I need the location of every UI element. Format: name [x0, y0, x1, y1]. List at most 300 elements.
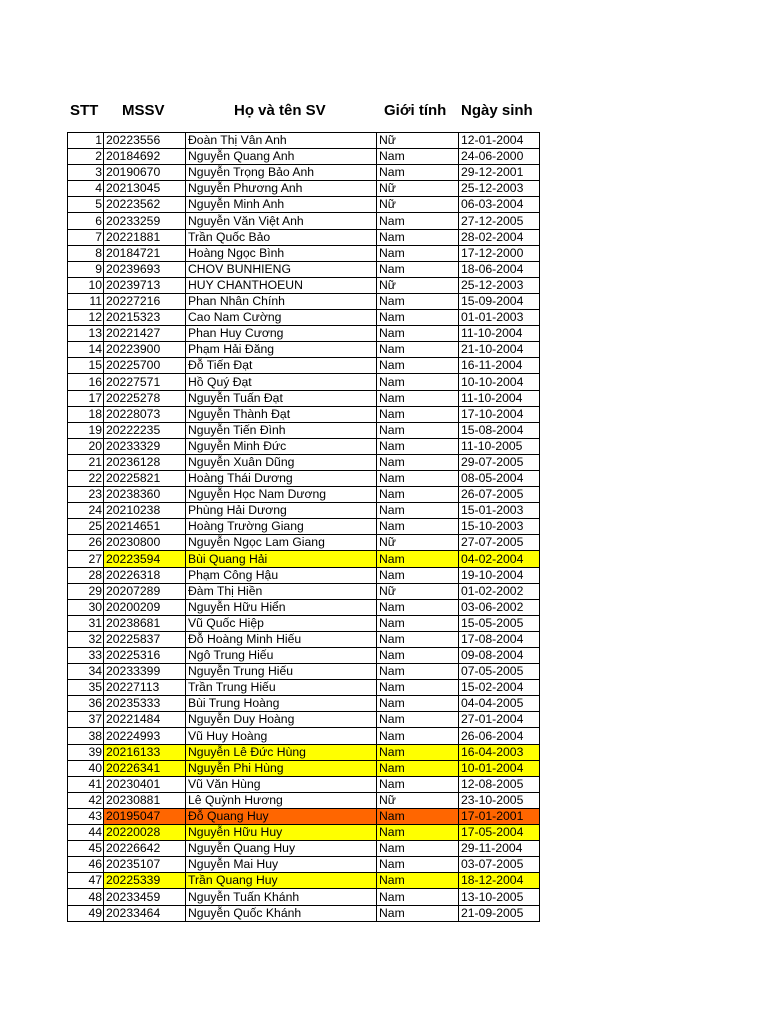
cell-stt[interactable]: 37 — [68, 712, 104, 728]
cell-stt[interactable]: 43 — [68, 808, 104, 824]
cell-name[interactable]: Bùi Quang Hải — [186, 551, 377, 567]
cell-dob[interactable]: 03-07-2005 — [459, 857, 540, 873]
cell-sex[interactable]: Nam — [377, 519, 459, 535]
cell-mssv[interactable]: 20233399 — [104, 664, 186, 680]
cell-name[interactable]: Trần Trung Hiếu — [186, 680, 377, 696]
cell-dob[interactable]: 29-12-2001 — [459, 165, 540, 181]
cell-sex[interactable]: Nam — [377, 712, 459, 728]
cell-stt[interactable]: 26 — [68, 535, 104, 551]
cell-stt[interactable]: 35 — [68, 680, 104, 696]
cell-sex[interactable]: Nam — [377, 310, 459, 326]
cell-dob[interactable]: 12-01-2004 — [459, 133, 540, 149]
cell-dob[interactable]: 18-12-2004 — [459, 873, 540, 889]
table-row — [68, 567, 540, 583]
cell-sex[interactable]: Nữ — [377, 197, 459, 213]
cell-dob[interactable]: 10-10-2004 — [459, 374, 540, 390]
table-row — [68, 390, 540, 406]
table-row — [68, 744, 540, 760]
cell-sex[interactable]: Nam — [377, 615, 459, 631]
cell-name[interactable]: Nguyễn Lê Đức Hùng — [186, 744, 377, 760]
cell-name[interactable]: Vũ Văn Hùng — [186, 776, 377, 792]
cell-name[interactable]: HUY CHANTHOEUN — [186, 277, 377, 293]
cell-mssv[interactable]: 20215323 — [104, 310, 186, 326]
cell-name[interactable]: Nguyễn Minh Anh — [186, 197, 377, 213]
cell-stt[interactable]: 39 — [68, 744, 104, 760]
table-row — [68, 712, 540, 728]
table-row — [68, 760, 540, 776]
table-row — [68, 326, 540, 342]
header-mssv: MSSV — [122, 102, 165, 119]
table-row — [68, 245, 540, 261]
cell-mssv[interactable]: 20207289 — [104, 583, 186, 599]
cell-name[interactable]: Nguyễn Quang Anh — [186, 149, 377, 165]
cell-name[interactable]: Trần Quang Huy — [186, 873, 377, 889]
cell-stt[interactable]: 20 — [68, 438, 104, 454]
cell-name[interactable]: Phạm Hải Đăng — [186, 342, 377, 358]
cell-dob[interactable]: 25-12-2003 — [459, 277, 540, 293]
cell-sex[interactable]: Nữ — [377, 133, 459, 149]
cell-mssv[interactable]: 20225837 — [104, 631, 186, 647]
cell-name[interactable]: Đỗ Quang Huy — [186, 808, 377, 824]
cell-stt[interactable]: 48 — [68, 889, 104, 905]
column-header-row — [0, 102, 768, 124]
cell-dob[interactable]: 16-11-2004 — [459, 358, 540, 374]
cell-name[interactable]: Nguyễn Hữu Hiển — [186, 599, 377, 615]
cell-name[interactable]: Nguyễn Trọng Bảo Anh — [186, 165, 377, 181]
cell-dob[interactable]: 16-04-2003 — [459, 744, 540, 760]
cell-name[interactable]: Hồ Quý Đạt — [186, 374, 377, 390]
cell-stt[interactable]: 5 — [68, 197, 104, 213]
table-row — [68, 664, 540, 680]
cell-stt[interactable]: 12 — [68, 310, 104, 326]
cell-dob[interactable]: 17-08-2004 — [459, 631, 540, 647]
cell-dob[interactable]: 29-11-2004 — [459, 841, 540, 857]
cell-sex[interactable]: Nam — [377, 728, 459, 744]
cell-sex[interactable]: Nam — [377, 841, 459, 857]
cell-name[interactable]: Đỗ Hoàng Minh Hiếu — [186, 631, 377, 647]
cell-stt[interactable]: 17 — [68, 390, 104, 406]
cell-name[interactable]: Phùng Hải Dương — [186, 503, 377, 519]
cell-sex[interactable]: Nữ — [377, 181, 459, 197]
cell-sex[interactable]: Nam — [377, 873, 459, 889]
table-row — [68, 406, 540, 422]
cell-name[interactable]: Nguyễn Xuân Dũng — [186, 454, 377, 470]
table-row — [68, 149, 540, 165]
cell-stt[interactable]: 15 — [68, 358, 104, 374]
cell-stt[interactable]: 36 — [68, 696, 104, 712]
table-row — [68, 197, 540, 213]
table-row — [68, 857, 540, 873]
cell-name[interactable]: Hoàng Trường Giang — [186, 519, 377, 535]
cell-dob[interactable]: 04-02-2004 — [459, 551, 540, 567]
cell-dob[interactable]: 04-04-2005 — [459, 696, 540, 712]
cell-stt[interactable]: 29 — [68, 583, 104, 599]
cell-sex[interactable]: Nam — [377, 664, 459, 680]
table-row — [68, 615, 540, 631]
cell-mssv[interactable]: 20225278 — [104, 390, 186, 406]
cell-mssv[interactable]: 20227113 — [104, 680, 186, 696]
table-row — [68, 873, 540, 889]
cell-mssv[interactable]: 20233459 — [104, 889, 186, 905]
student-table-body — [68, 133, 540, 922]
cell-mssv[interactable]: 20184692 — [104, 149, 186, 165]
cell-sex[interactable]: Nam — [377, 438, 459, 454]
cell-mssv[interactable]: 20233259 — [104, 213, 186, 229]
table-row — [68, 631, 540, 647]
cell-mssv[interactable]: 20227216 — [104, 293, 186, 309]
cell-name[interactable]: Nguyễn Tuấn Đạt — [186, 390, 377, 406]
cell-sex[interactable]: Nam — [377, 229, 459, 245]
cell-stt[interactable]: 41 — [68, 776, 104, 792]
cell-sex[interactable]: Nam — [377, 293, 459, 309]
cell-dob[interactable]: 09-08-2004 — [459, 648, 540, 664]
table-row — [68, 213, 540, 229]
cell-mssv[interactable]: 20230401 — [104, 776, 186, 792]
cell-mssv[interactable]: 20239713 — [104, 277, 186, 293]
cell-sex[interactable]: Nam — [377, 905, 459, 921]
cell-stt[interactable]: 49 — [68, 905, 104, 921]
cell-mssv[interactable]: 20235333 — [104, 696, 186, 712]
cell-dob[interactable]: 21-09-2005 — [459, 905, 540, 921]
cell-mssv[interactable]: 20225700 — [104, 358, 186, 374]
cell-stt[interactable]: 31 — [68, 615, 104, 631]
cell-mssv[interactable]: 20239693 — [104, 261, 186, 277]
cell-stt[interactable]: 34 — [68, 664, 104, 680]
cell-stt[interactable]: 38 — [68, 728, 104, 744]
cell-mssv[interactable]: 20221484 — [104, 712, 186, 728]
cell-dob[interactable]: 23-10-2005 — [459, 792, 540, 808]
student-table — [67, 132, 540, 922]
cell-stt[interactable]: 4 — [68, 181, 104, 197]
cell-stt[interactable]: 18 — [68, 406, 104, 422]
cell-mssv[interactable]: 20223556 — [104, 133, 186, 149]
cell-dob[interactable]: 03-06-2002 — [459, 599, 540, 615]
table-row — [68, 551, 540, 567]
table-row — [68, 181, 540, 197]
cell-stt[interactable]: 45 — [68, 841, 104, 857]
table-row — [68, 470, 540, 486]
cell-stt[interactable]: 30 — [68, 599, 104, 615]
cell-sex[interactable]: Nam — [377, 631, 459, 647]
cell-mssv[interactable]: 20235107 — [104, 857, 186, 873]
cell-dob[interactable]: 27-01-2004 — [459, 712, 540, 728]
cell-name[interactable]: Nguyễn Quang Huy — [186, 841, 377, 857]
cell-sex[interactable]: Nam — [377, 599, 459, 615]
cell-sex[interactable]: Nam — [377, 261, 459, 277]
cell-name[interactable]: Nguyễn Học Nam Dương — [186, 487, 377, 503]
cell-name[interactable]: Đỗ Tiến Đạt — [186, 358, 377, 374]
cell-name[interactable]: Vũ Huy Hoàng — [186, 728, 377, 744]
cell-name[interactable]: Trần Quốc Bảo — [186, 229, 377, 245]
cell-name[interactable]: Phạm Công Hậu — [186, 567, 377, 583]
cell-stt[interactable]: 13 — [68, 326, 104, 342]
cell-sex[interactable]: Nam — [377, 825, 459, 841]
cell-dob[interactable]: 11-10-2004 — [459, 326, 540, 342]
cell-dob[interactable]: 17-01-2001 — [459, 808, 540, 824]
table-row — [68, 293, 540, 309]
cell-name[interactable]: Nguyễn Tiến Đình — [186, 422, 377, 438]
cell-stt[interactable]: 32 — [68, 631, 104, 647]
cell-sex[interactable]: Nam — [377, 776, 459, 792]
cell-dob[interactable]: 17-05-2004 — [459, 825, 540, 841]
cell-name[interactable]: Ngô Trung Hiếu — [186, 648, 377, 664]
cell-stt[interactable]: 21 — [68, 454, 104, 470]
cell-mssv[interactable]: 20216133 — [104, 744, 186, 760]
table-row — [68, 519, 540, 535]
cell-sex[interactable]: Nam — [377, 648, 459, 664]
table-row — [68, 229, 540, 245]
cell-stt[interactable]: 22 — [68, 470, 104, 486]
table-row — [68, 696, 540, 712]
cell-sex[interactable]: Nữ — [377, 792, 459, 808]
cell-dob[interactable]: 01-01-2003 — [459, 310, 540, 326]
cell-sex[interactable]: Nam — [377, 358, 459, 374]
cell-name[interactable]: Lê Quỳnh Hương — [186, 792, 377, 808]
cell-stt[interactable]: 44 — [68, 825, 104, 841]
cell-name[interactable]: Nguyễn Quốc Khánh — [186, 905, 377, 921]
table-row — [68, 310, 540, 326]
cell-dob[interactable]: 24-06-2000 — [459, 149, 540, 165]
cell-sex[interactable]: Nam — [377, 567, 459, 583]
table-row — [68, 261, 540, 277]
cell-name[interactable]: Đoàn Thị Vân Anh — [186, 133, 377, 149]
cell-name[interactable]: Nguyễn Minh Đức — [186, 438, 377, 454]
cell-stt[interactable]: 11 — [68, 293, 104, 309]
cell-name[interactable]: CHOV BUNHIENG — [186, 261, 377, 277]
cell-sex[interactable]: Nam — [377, 406, 459, 422]
cell-mssv[interactable]: 20220028 — [104, 825, 186, 841]
cell-sex[interactable]: Nam — [377, 551, 459, 567]
cell-mssv[interactable]: 20227571 — [104, 374, 186, 390]
cell-mssv[interactable]: 20226341 — [104, 760, 186, 776]
table-row — [68, 535, 540, 551]
cell-sex[interactable]: Nam — [377, 374, 459, 390]
table-row — [68, 422, 540, 438]
cell-sex[interactable]: Nam — [377, 422, 459, 438]
cell-name[interactable]: Hoàng Thái Dương — [186, 470, 377, 486]
cell-name[interactable]: Nguyễn Trung Hiếu — [186, 664, 377, 680]
cell-sex[interactable]: Nam — [377, 342, 459, 358]
cell-sex[interactable]: Nam — [377, 503, 459, 519]
cell-sex[interactable]: Nữ — [377, 583, 459, 599]
cell-stt[interactable]: 9 — [68, 261, 104, 277]
cell-sex[interactable]: Nam — [377, 213, 459, 229]
cell-sex[interactable]: Nam — [377, 680, 459, 696]
cell-name[interactable]: Nguyễn Tuấn Khánh — [186, 889, 377, 905]
table-row — [68, 277, 540, 293]
cell-sex[interactable]: Nam — [377, 889, 459, 905]
cell-mssv[interactable]: 20226642 — [104, 841, 186, 857]
cell-stt[interactable]: 1 — [68, 133, 104, 149]
cell-stt[interactable]: 40 — [68, 760, 104, 776]
cell-mssv[interactable]: 20221881 — [104, 229, 186, 245]
cell-sex[interactable]: Nam — [377, 808, 459, 824]
cell-mssv[interactable]: 20222235 — [104, 422, 186, 438]
cell-dob[interactable]: 15-10-2003 — [459, 519, 540, 535]
header-dob: Ngày sinh — [461, 102, 533, 119]
cell-name[interactable]: Hoàng Ngọc Bình — [186, 245, 377, 261]
cell-dob[interactable]: 18-06-2004 — [459, 261, 540, 277]
cell-stt[interactable]: 46 — [68, 857, 104, 873]
cell-dob[interactable]: 25-12-2003 — [459, 181, 540, 197]
cell-name[interactable]: Nguyễn Thành Đạt — [186, 406, 377, 422]
table-row — [68, 825, 540, 841]
cell-stt[interactable]: 25 — [68, 519, 104, 535]
cell-dob[interactable]: 17-10-2004 — [459, 406, 540, 422]
cell-dob[interactable]: 07-05-2005 — [459, 664, 540, 680]
cell-mssv[interactable]: 20225821 — [104, 470, 186, 486]
table-row — [68, 503, 540, 519]
cell-dob[interactable]: 27-12-2005 — [459, 213, 540, 229]
cell-name[interactable]: Đàm Thị Hiền — [186, 583, 377, 599]
cell-mssv[interactable]: 20190670 — [104, 165, 186, 181]
table-row — [68, 438, 540, 454]
cell-name[interactable]: Vũ Quốc Hiệp — [186, 615, 377, 631]
cell-name[interactable]: Nguyễn Hữu Huy — [186, 825, 377, 841]
cell-dob[interactable]: 12-08-2005 — [459, 776, 540, 792]
cell-dob[interactable]: 11-10-2005 — [459, 438, 540, 454]
cell-stt[interactable]: 42 — [68, 792, 104, 808]
cell-mssv[interactable]: 20221427 — [104, 326, 186, 342]
cell-sex[interactable]: Nam — [377, 390, 459, 406]
cell-mssv[interactable]: 20236128 — [104, 454, 186, 470]
cell-dob[interactable]: 11-10-2004 — [459, 390, 540, 406]
cell-name[interactable]: Phan Huy Cương — [186, 326, 377, 342]
cell-mssv[interactable]: 20225316 — [104, 648, 186, 664]
cell-sex[interactable]: Nam — [377, 470, 459, 486]
cell-stt[interactable]: 7 — [68, 229, 104, 245]
cell-stt[interactable]: 23 — [68, 487, 104, 503]
table-row — [68, 454, 540, 470]
table-row — [68, 841, 540, 857]
cell-mssv[interactable]: 20230800 — [104, 535, 186, 551]
cell-mssv[interactable]: 20223900 — [104, 342, 186, 358]
cell-name[interactable]: Nguyễn Duy Hoàng — [186, 712, 377, 728]
cell-name[interactable]: Nguyễn Phi Hùng — [186, 760, 377, 776]
cell-dob[interactable]: 01-02-2002 — [459, 583, 540, 599]
cell-sex[interactable]: Nam — [377, 326, 459, 342]
cell-stt[interactable]: 3 — [68, 165, 104, 181]
cell-dob[interactable]: 06-03-2004 — [459, 197, 540, 213]
cell-mssv[interactable]: 20228073 — [104, 406, 186, 422]
cell-dob[interactable]: 15-02-2004 — [459, 680, 540, 696]
cell-stt[interactable]: 27 — [68, 551, 104, 567]
cell-sex[interactable]: Nam — [377, 760, 459, 776]
cell-mssv[interactable]: 20195047 — [104, 808, 186, 824]
cell-sex[interactable]: Nam — [377, 487, 459, 503]
cell-mssv[interactable]: 20213045 — [104, 181, 186, 197]
cell-stt[interactable]: 16 — [68, 374, 104, 390]
table-row — [68, 776, 540, 792]
cell-dob[interactable]: 13-10-2005 — [459, 889, 540, 905]
cell-mssv[interactable]: 20230881 — [104, 792, 186, 808]
cell-sex[interactable]: Nam — [377, 245, 459, 261]
cell-mssv[interactable]: 20233329 — [104, 438, 186, 454]
cell-mssv[interactable]: 20238681 — [104, 615, 186, 631]
cell-sex[interactable]: Nam — [377, 454, 459, 470]
table-row — [68, 905, 540, 921]
cell-mssv[interactable]: 20200209 — [104, 599, 186, 615]
cell-mssv[interactable]: 20223562 — [104, 197, 186, 213]
cell-stt[interactable]: 28 — [68, 567, 104, 583]
cell-dob[interactable]: 10-01-2004 — [459, 760, 540, 776]
cell-sex[interactable]: Nữ — [377, 535, 459, 551]
cell-name[interactable]: Nguyễn Ngọc Lam Giang — [186, 535, 377, 551]
cell-dob[interactable]: 27-07-2005 — [459, 535, 540, 551]
table-row — [68, 358, 540, 374]
table-row — [68, 680, 540, 696]
cell-name[interactable]: Cao Nam Cường — [186, 310, 377, 326]
cell-stt[interactable]: 6 — [68, 213, 104, 229]
table-row — [68, 599, 540, 615]
cell-dob[interactable]: 15-05-2005 — [459, 615, 540, 631]
cell-mssv[interactable]: 20226318 — [104, 567, 186, 583]
cell-stt[interactable]: 2 — [68, 149, 104, 165]
table-row — [68, 342, 540, 358]
cell-mssv[interactable]: 20225339 — [104, 873, 186, 889]
cell-name[interactable]: Nguyễn Mai Huy — [186, 857, 377, 873]
cell-dob[interactable]: 28-02-2004 — [459, 229, 540, 245]
table-row — [68, 889, 540, 905]
cell-stt[interactable]: 19 — [68, 422, 104, 438]
cell-dob[interactable]: 15-08-2004 — [459, 422, 540, 438]
table-row — [68, 487, 540, 503]
cell-mssv[interactable]: 20214651 — [104, 519, 186, 535]
cell-stt[interactable]: 47 — [68, 873, 104, 889]
cell-mssv[interactable]: 20184721 — [104, 245, 186, 261]
cell-dob[interactable]: 08-05-2004 — [459, 470, 540, 486]
cell-sex[interactable]: Nam — [377, 165, 459, 181]
table-row — [68, 374, 540, 390]
cell-stt[interactable]: 33 — [68, 648, 104, 664]
cell-sex[interactable]: Nam — [377, 744, 459, 760]
table-row — [68, 808, 540, 824]
cell-sex[interactable]: Nữ — [377, 277, 459, 293]
cell-dob[interactable]: 17-12-2000 — [459, 245, 540, 261]
header-sex: Giới tính — [384, 102, 447, 119]
cell-dob[interactable]: 19-10-2004 — [459, 567, 540, 583]
cell-name[interactable]: Bùi Trung Hoàng — [186, 696, 377, 712]
cell-dob[interactable]: 15-01-2003 — [459, 503, 540, 519]
cell-name[interactable]: Phan Nhân Chính — [186, 293, 377, 309]
cell-mssv[interactable]: 20210238 — [104, 503, 186, 519]
cell-mssv[interactable]: 20224993 — [104, 728, 186, 744]
cell-stt[interactable]: 24 — [68, 503, 104, 519]
cell-stt[interactable]: 8 — [68, 245, 104, 261]
cell-stt[interactable]: 14 — [68, 342, 104, 358]
cell-sex[interactable]: Nam — [377, 857, 459, 873]
cell-mssv[interactable]: 20223594 — [104, 551, 186, 567]
table-row — [68, 165, 540, 181]
table-row — [68, 792, 540, 808]
cell-dob[interactable]: 21-10-2004 — [459, 342, 540, 358]
cell-mssv[interactable]: 20238360 — [104, 487, 186, 503]
cell-dob[interactable]: 26-06-2004 — [459, 728, 540, 744]
cell-mssv[interactable]: 20233464 — [104, 905, 186, 921]
cell-dob[interactable]: 29-07-2005 — [459, 454, 540, 470]
cell-name[interactable]: Nguyễn Văn Việt Anh — [186, 213, 377, 229]
table-row — [68, 648, 540, 664]
cell-dob[interactable]: 26-07-2005 — [459, 487, 540, 503]
cell-name[interactable]: Nguyễn Phương Anh — [186, 181, 377, 197]
cell-dob[interactable]: 15-09-2004 — [459, 293, 540, 309]
cell-sex[interactable]: Nam — [377, 696, 459, 712]
header-name: Họ và tên SV — [234, 102, 326, 119]
table-row — [68, 583, 540, 599]
cell-stt[interactable]: 10 — [68, 277, 104, 293]
header-stt: STT — [70, 102, 99, 119]
cell-sex[interactable]: Nam — [377, 149, 459, 165]
